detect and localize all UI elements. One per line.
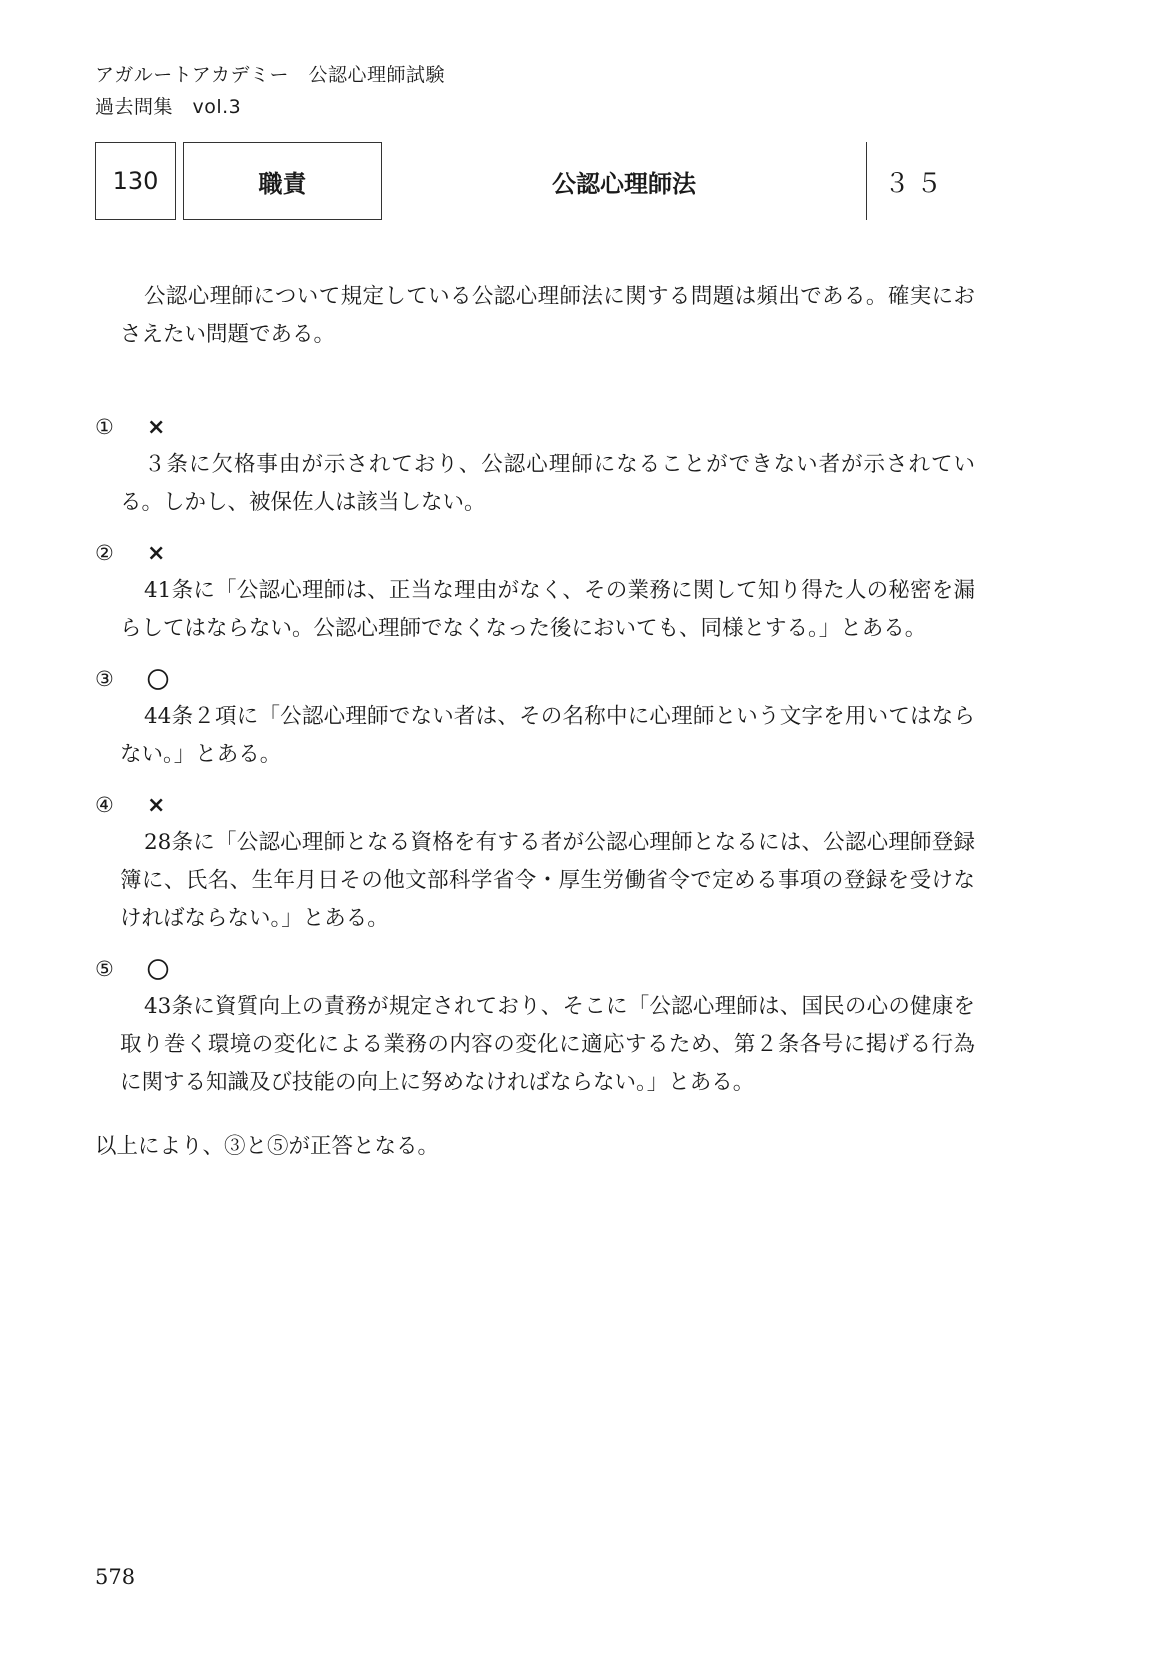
item-explanation: 44条２項に「公認心理師でない者は、その名称中に心理師という文字を用いてはならない。」とある。 (120, 704, 975, 767)
problem-number-box (95, 142, 176, 220)
title-divider (866, 142, 867, 220)
answer-item-2 (95, 534, 975, 648)
item-number: ① (95, 415, 114, 439)
item-explanation: 28条に「公認心理師となる資格を有する者が公認心理師となるには、公認心理師登録簿に、氏名、生年月日その他文部科学省令・厚生労働省令で定める事項の登録を受けなければならない。」とある。 (120, 830, 975, 931)
answer-item-header (95, 660, 975, 698)
item-number: ③ (95, 667, 114, 691)
book-volume: 過去問集 vol.3 (95, 96, 242, 118)
answer-item-5 (95, 950, 975, 1102)
answer-item-header (95, 950, 975, 988)
answer-item-header (95, 534, 975, 572)
topic-title: 公認心理師法 (552, 169, 696, 198)
incorrect-mark: × (147, 540, 166, 566)
explanation-body (95, 278, 975, 1166)
incorrect-mark: × (147, 414, 166, 440)
category-label: 職責 (258, 169, 307, 198)
item-number: ⑤ (95, 957, 114, 981)
correct-mark: 〇 (147, 668, 170, 694)
answer-item-3 (95, 660, 975, 774)
question-number: ３５ (884, 168, 949, 199)
answer-item-4 (95, 786, 975, 938)
item-explanation: 41条に「公認心理師は、正当な理由がなく、その業務に関して知り得た人の秘密を漏らしてはならない。公認心理師でなくなった後においても、同様とする。」とある。 (120, 578, 975, 641)
conclusion-text: 以上により、③と⑤が正答となる。 (95, 1134, 440, 1159)
incorrect-mark: × (147, 792, 166, 818)
category-box (183, 142, 382, 220)
answer-item-header (95, 408, 975, 446)
page-number: 578 (95, 1565, 136, 1589)
intro-paragraph: 公認心理師について規定している公認心理師法に関する問題は頻出である。確実におさえたい問題である。 (120, 284, 975, 347)
answer-item-1 (95, 408, 975, 522)
item-number: ④ (95, 793, 114, 817)
correct-mark: 〇 (147, 958, 170, 984)
item-number: ② (95, 541, 114, 565)
item-explanation: ３条に欠格事由が示されており、公認心理師になることができない者が示されている。しかし、被保佐人は該当しない。 (120, 452, 975, 515)
book-title: アガルートアカデミー 公認心理師試験 (95, 64, 446, 86)
answer-item-header (95, 786, 975, 824)
item-explanation: 43条に資質向上の責務が規定されており、そこに「公認心理師は、国民の心の健康を取り巻く環境の変化による業務の内容の変化に適応するため、第２条各号に掲げる行為に関する知識及び技能の向上に努めなければならない。」とある。 (120, 994, 975, 1095)
problem-number: 130 (112, 167, 159, 195)
